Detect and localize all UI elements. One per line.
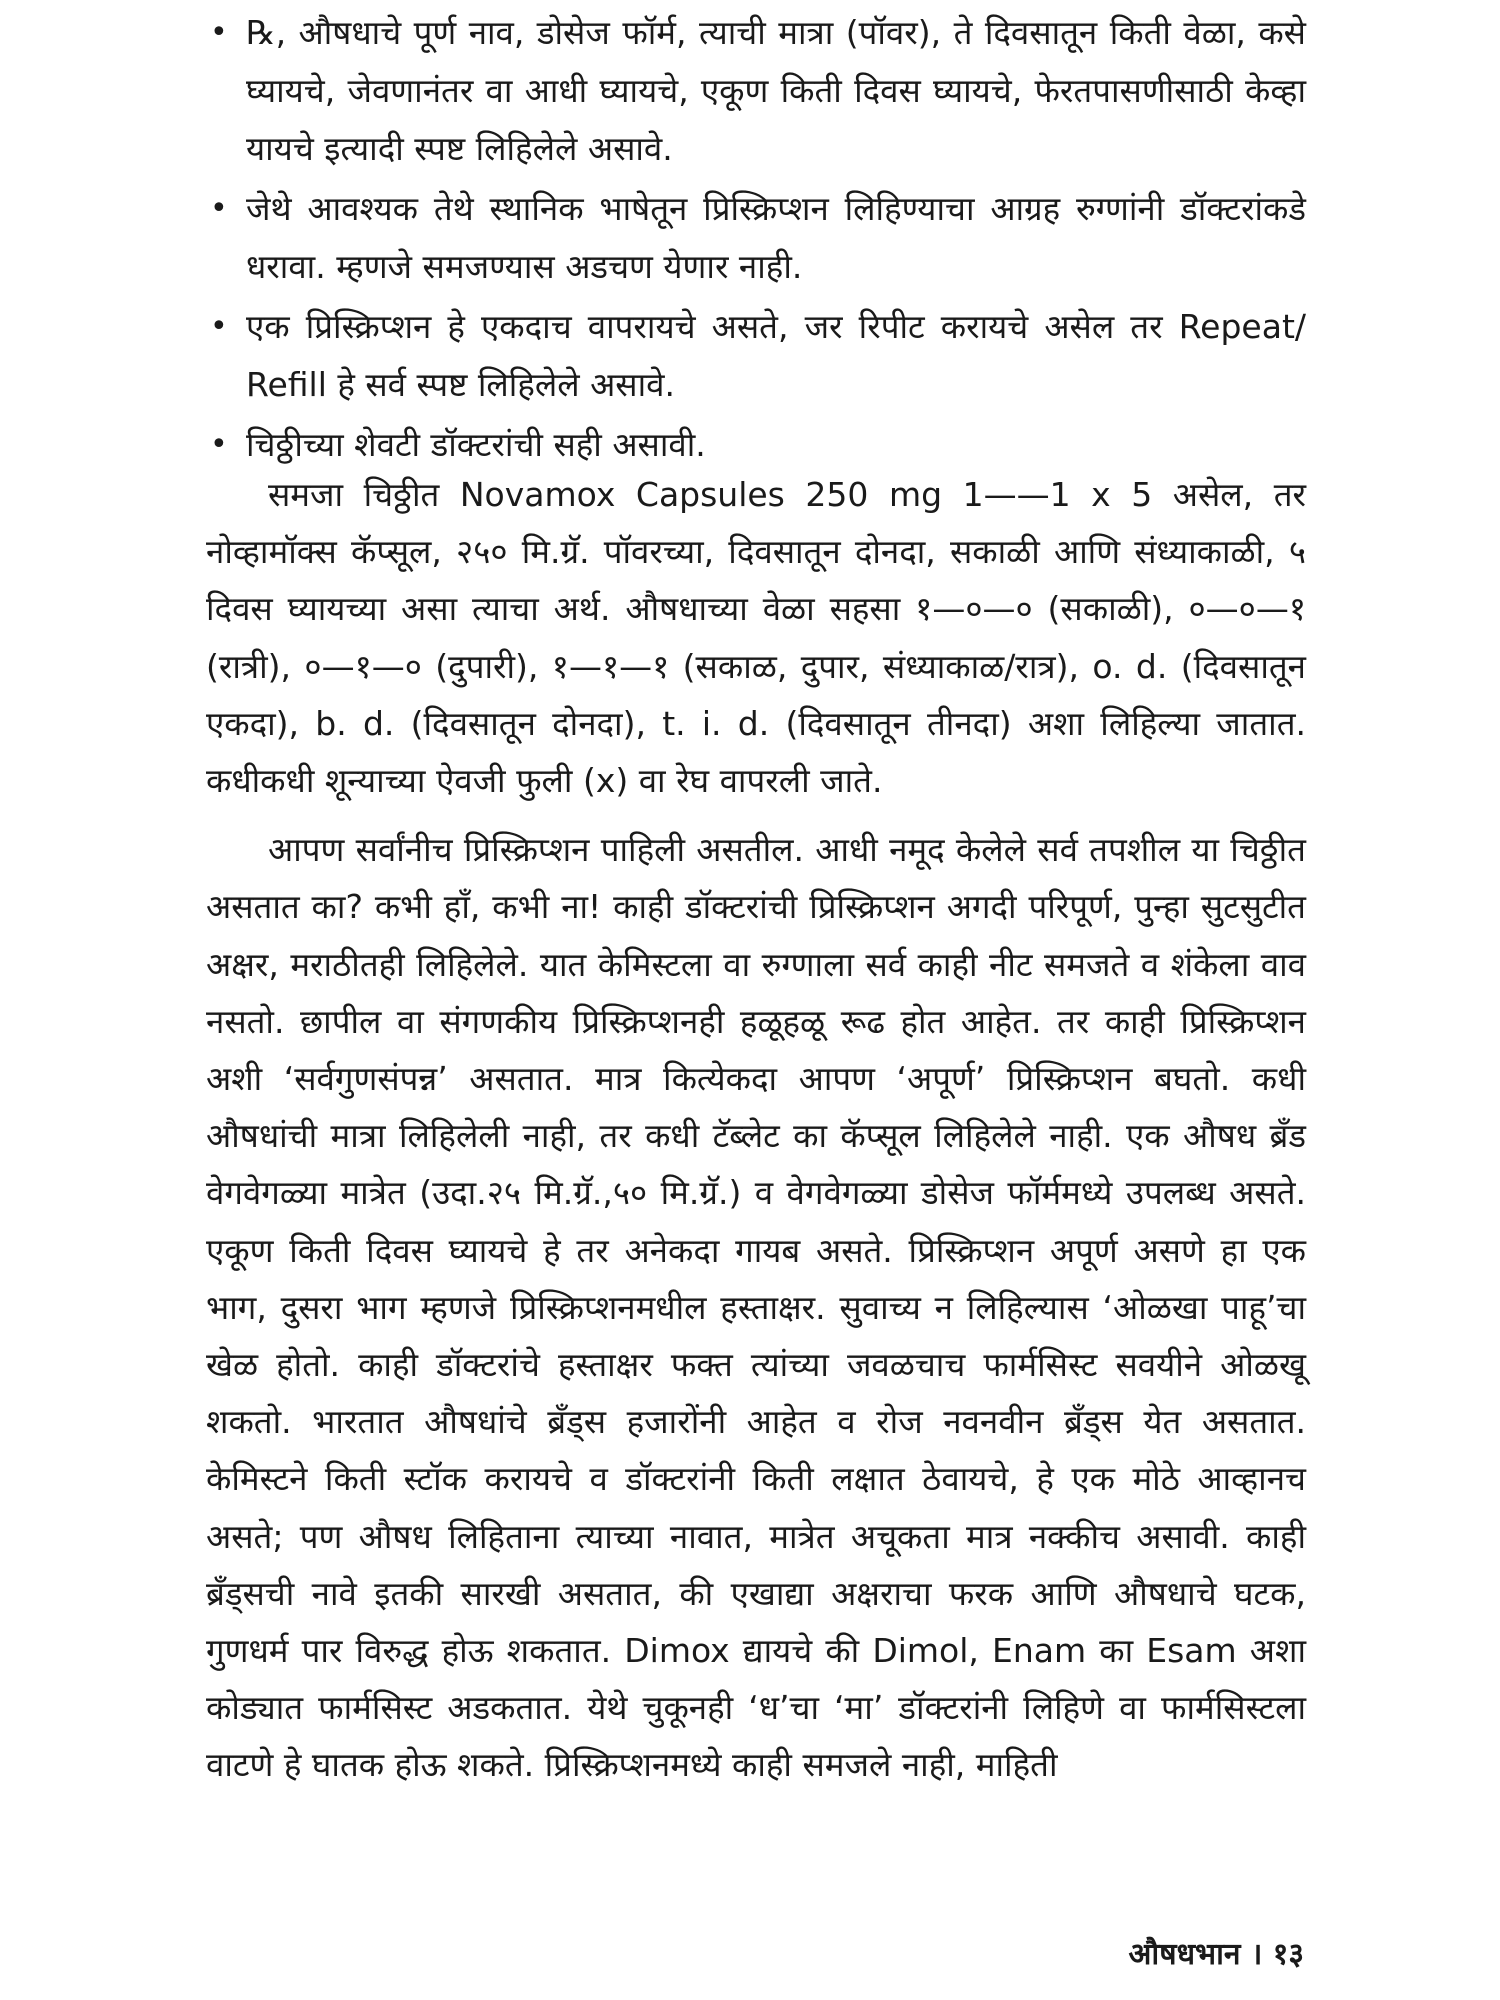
- bullet-text: ℞, औषधाचे पूर्ण नाव, डोसेज फॉर्म, त्याची मात्रा (पॉवर), ते दिवसातून किती वेळा, कसे घ्यायचे, जेवणानंतर वा आधी घ्यायचे, एकूण किती दिवस घ्यायचे, फेरतपासणीसाठी केव्हा यायचे इत्यादी स्पष्ट लिहिलेले असावे.: [246, 13, 1306, 168]
- bullet-item: [206, 4, 1306, 178]
- bullet-text: एक प्रिस्क्रिप्शन हे एकदाच वापरायचे असते, जर रिपीट करायचे असेल तर Repeat/ Refill हे सर्व स्पष्ट लिहिलेले असावे.: [246, 307, 1306, 404]
- page-footer: औषधभान । १३: [1128, 1937, 1304, 1972]
- bullet-list: [206, 4, 1306, 476]
- bullet-dot-icon: •: [210, 15, 228, 50]
- bullet-dot-icon: •: [210, 427, 228, 462]
- paragraph: समजा चिठ्ठीत Novamox Capsules 250 mg 1——1 x 5 असेल, तर नोव्हामॉक्स कॅप्सूल, २५० मि.ग्रॅ. पॉवरच्या, दिवसातून दोनदा, सकाळी आणि संध्याकाळी, ५ दिवस घ्यायच्या असा त्याचा अर्थ. औषधाच्या वेळा सहसा १—०—० (सकाळी), ०—०—१ (रात्री), ०—१—० (दुपारी), १—१—१ (सकाळ, दुपार, संध्याकाळ/रात्र), o. d. (दिवसातून एकदा), b. d. (दिवसातून दोनदा), t. i. d. (दिवसातून तीनदा) अशा लिहिल्या जातात. कधीकधी शून्याच्या ऐवजी फुली (x) वा रेघ वापरली जाते.: [206, 475, 1306, 801]
- bullet-dot-icon: •: [210, 309, 228, 344]
- bullet-text: चिठ्ठीच्या शेवटी डॉक्टरांची सही असावी.: [246, 425, 706, 464]
- bullet-text: जेथे आवश्यक तेथे स्थानिक भाषेतून प्रिस्क्रिप्शन लिहिण्याचा आग्रह रुग्णांनी डॉक्टरांकडे धरावा. म्हणजे समजण्यास अडचण येणार नाही.: [246, 189, 1306, 286]
- body-text: [206, 466, 1306, 1806]
- bullet-dot-icon: •: [210, 191, 228, 226]
- paragraph: आपण सर्वांनीच प्रिस्क्रिप्शन पाहिली असतील. आधी नमूद केलेले सर्व तपशील या चिठ्ठीत असतात का? कभी हाँ, कभी ना! काही डॉक्टरांची प्रिस्क्रिप्शन अगदी परिपूर्ण, पुन्हा सुटसुटीत अक्षर, मराठीतही लिहिलेले. यात केमिस्टला वा रुग्णाला सर्व काही नीट समजते व शंकेला वाव नसतो. छापील वा संगणकीय प्रिस्क्रिप्शनही हळूहळू रूढ होत आहेत. तर काही प्रिस्क्रिप्शन अशी ‘सर्वगुणसंपन्न’ असतात. मात्र कित्येकदा आपण ‘अपूर्ण’ प्रिस्क्रिप्शन बघतो. कधी औषधांची मात्रा लिहिलेली नाही, तर कधी टॅब्लेट का कॅप्सूल लिहिलेले नाही. एक औषध ब्रँड वेगवेगळ्या मात्रेत (उदा.२५ मि.ग्रॅ.,५० मि.ग्रॅ.) व वेगवेगळ्या डोसेज फॉर्ममध्ये उपलब्ध असते. एकूण किती दिवस घ्यायचे हे तर अनेकदा गायब असते. प्रिस्क्रिप्शन अपूर्ण असणे हा एक भाग, दुसरा भाग म्हणजे प्रिस्क्रिप्शनमधील हस्ताक्षर. सुवाच्य न लिहिल्यास ‘ओळखा पाहू’चा खेळ होतो. काही डॉक्टरांचे हस्ताक्षर फक्त त्यांच्या जवळचाच फार्मसिस्ट सवयीने ओळखू शकतो. भारतात औषधांचे ब्रँड्स हजारोंनी आहेत व रोज नवनवीन ब्रँड्स येत असतात. केमिस्टने किती स्टॉक करायचे व डॉक्टरांनी किती लक्षात ठेवायचे, हे एक मोठे आव्हानच असते; पण औषध लिहिताना त्याच्या नावात, मात्रेत अचूकता मात्र नक्कीच असावी. काही ब्रँड्सची नावे इतकी सारखी असतात, की एखाद्या अक्षराचा फरक आणि औषधाचे घटक, गुणधर्म पार विरुद्ध होऊ शकतात. Dimox द्यायचे की Dimol, Enam का Esam अशा कोड्यात फार्मसिस्ट अडकतात. येथे चुकूनही ‘ध’चा ‘मा’ डॉक्टरांनी लिहिणे वा फार्मसिस्टला वाटणे हे घातक होऊ शकते. प्रिस्क्रिप्शनमध्ये काही समजले नाही, माहिती: [206, 830, 1306, 1785]
- bullet-item: [206, 298, 1306, 414]
- bullet-item: [206, 180, 1306, 296]
